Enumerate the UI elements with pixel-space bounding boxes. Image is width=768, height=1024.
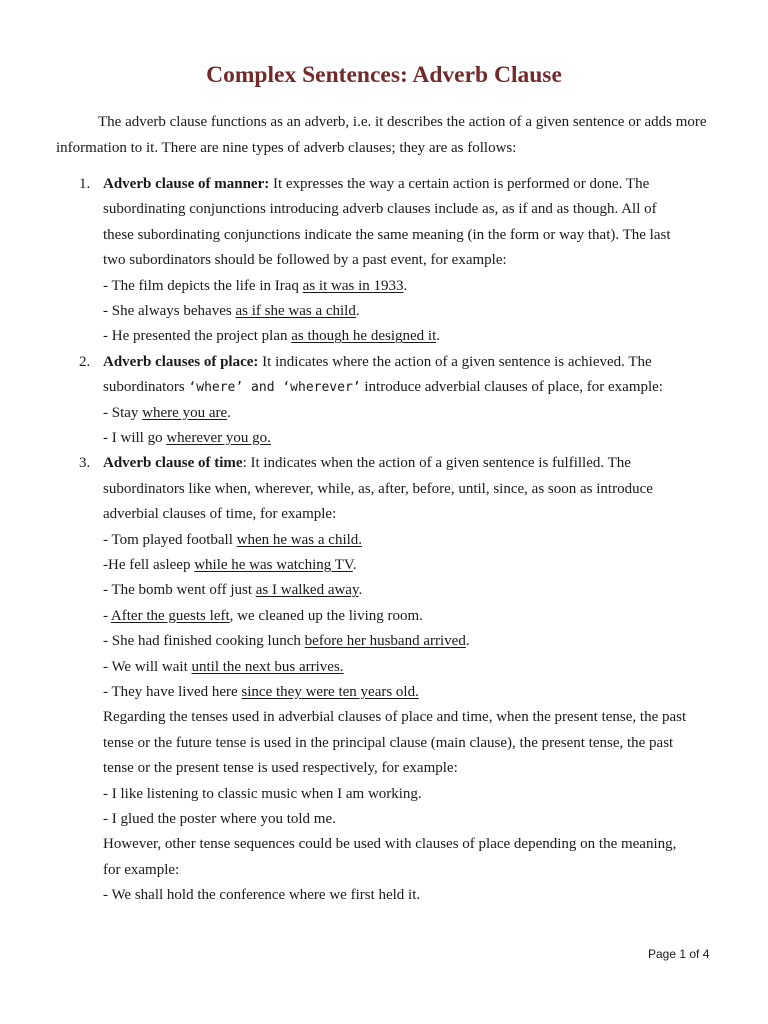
example-line: - He presented the project plan as though he designed it. <box>103 328 440 345</box>
page-title: Complex Sentences: Adverb Clause <box>206 62 562 88</box>
example-line: - The film depicts the life in Iraq as it was in 1933. <box>103 277 408 294</box>
item-2-heading: Adverb clauses of place: <box>103 353 259 370</box>
tense-paragraph-line: Regarding the tenses used in adverbial clauses of place and time, when the present tense, the past <box>103 709 687 726</box>
example-line: - I glued the poster where you told me. <box>103 811 336 827</box>
item-1-line-3: these subordinating conjunctions indicate the same meaning (in the form or way that). The last <box>103 226 671 243</box>
item-1-line-1: Adverb clause of manner: It expresses the way a certain action is performed or done. The <box>103 176 650 192</box>
example-line: - Stay where you are. <box>103 404 231 421</box>
tense-paragraph-line: However, other tense sequences could be used with clauses of place depending on the meaning, <box>103 836 677 853</box>
example-line: - They have lived here since they were ten years old. <box>103 684 419 700</box>
example-line: - Tom played football when he was a child. <box>103 531 363 548</box>
tense-paragraph-line: for example: <box>103 861 180 878</box>
list-number-1: 1. <box>79 176 91 192</box>
intro-paragraph: The adverb clause functions as an adverb, i.e. it describes the action of a given sentence or adds more information to it. There are nine types of adverb clauses; they are as follows: <box>56 114 707 156</box>
tense-paragraph-line: tense or the present tense is used respectively, for example: <box>103 760 458 777</box>
item-3-heading: Adverb clause of time <box>103 455 243 472</box>
example-line: - We will wait until the next bus arrives. <box>103 658 344 675</box>
item-3-line-1: Adverb clause of time: It indicates when the action of a given sentence is fulfilled. The <box>103 455 631 472</box>
item-1-line-4: two subordinators should be followed by a past event, for example: <box>103 252 507 269</box>
example-line: - The bomb went off just as I walked away. <box>103 582 363 599</box>
tense-paragraph-line: tense or the future tense is used in the principal clause (main clause), the present tense, the past <box>103 734 674 751</box>
item-2-line-2: subordinators ‘where’ and ‘wherever’ introduce adverbial clauses of place, for example: <box>103 379 663 396</box>
item-3-line-2: subordinators like when, wherever, while, as, after, before, until, since, as soon as introduce <box>103 480 653 497</box>
item-1-heading: Adverb clause of manner: <box>103 176 270 192</box>
example-line: - We shall hold the conference where we first held it. <box>103 887 421 904</box>
example-line: - I like listening to classic music when I am working. <box>103 785 422 802</box>
list-number-2: 2. <box>79 353 91 370</box>
item-2-line-1: Adverb clauses of place: It indicates where the action of a given sentence is achieved. The <box>103 353 652 370</box>
example-line: - She always behaves as if she was a child. <box>103 303 360 319</box>
example-line: - I will go wherever you go. <box>103 430 271 446</box>
example-line: -He fell asleep while he was watching TV. <box>103 557 357 573</box>
list-number-3: 3. <box>79 455 91 472</box>
page-number: Page 1 of 4 <box>648 947 710 961</box>
example-line: - After the guests left, we cleaned up the living room. <box>103 607 423 624</box>
example-line: - She had finished cooking lunch before her husband arrived. <box>103 633 470 650</box>
item-1-line-2: subordinating conjunctions introducing adverb clauses include as, as if and as though. All of <box>103 201 657 218</box>
item-3-line-3: adverbial clauses of time, for example: <box>103 506 337 523</box>
